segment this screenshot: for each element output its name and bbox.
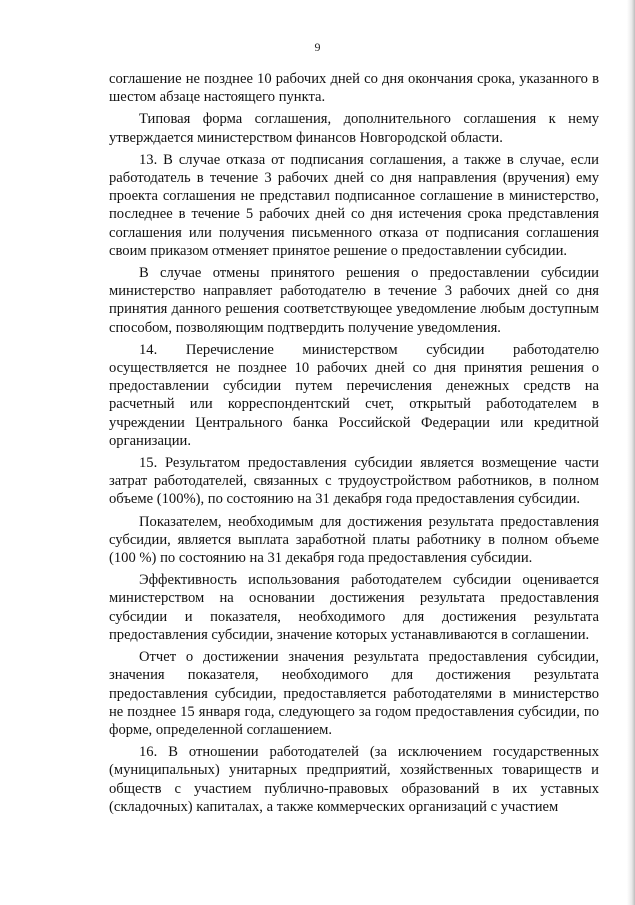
paragraph-item-13: 13. В случае отказа от подписания соглашения, а также в случае, если работодатель в течение 3 рабочих дней со дня направления (вручения) ему проекта соглашения не представил подписанное соглашение в министерство, последнее в течение 5 рабочих дней со дня истечения срока представления соглашения или получения письменного отказа от подписания соглашения своим приказом отменяет принятое решение о предоставлении субсидии.	[109, 151, 599, 259]
paragraph-item-14: 14. Перечисление министерством субсидии работодателю осуществляется не позднее 10 рабочих дней со дня принятия решения о предоставлении субсидии путем перечисления денежных средств на расчетный или корреспондентский счет, открытый работодателем в учреждении Центрального банка Российской Федерации или кредитной организации.	[109, 341, 599, 449]
paragraph-indicator: Показателем, необходимым для достижения результата предоставления субсидии, является выплата заработной платы работнику в полном объеме (100 %) по состоянию на 31 декабря года предоставления субсидии.	[109, 513, 599, 567]
paragraph-report: Отчет о достижении значения результата предоставления субсидии, значения показателя, необходимого для достижения результата предоставления субсидии, предоставляется работодателями в министерство не позднее 15 января года, следующего за годом предоставления субсидии, по форме, определенной соглашением.	[109, 649, 599, 738]
paragraph-typical-form: Типовая форма соглашения, дополнительного соглашения к нему утверждается министерством финансов Новгородской области.	[109, 111, 599, 146]
paragraph-item-15: 15. Результатом предоставления субсидии является возмещение части затрат работодателей, связанных с трудоустройством работников, в полном объеме (100%), по состоянию на 31 декабря года предоставления субсидии.	[109, 455, 599, 508]
paragraph-continuation: соглашение не позднее 10 рабочих дней со дня окончания срока, указанного в шестом абзаце настоящего пункта.	[109, 71, 599, 106]
paragraph-cancellation-notice: В случае отмены принятого решения о предоставлении субсидии министерство направляет работодателю в течение 3 рабочих дней со дня принятия данного решения соответствующее уведомление любым доступным способом, позволяющим подтвердить получение уведомления.	[109, 265, 599, 336]
paragraph-item-16: 16. В отношении работодателей (за исключением государственных (муниципальных) унитарных предприятий, хозяйственных товариществ и обществ с участием публично-правовых образований в их уставных (складочных) капиталах, а также коммерческих организаций с участием	[109, 744, 599, 815]
document-body	[109, 70, 599, 820]
paragraph-efficiency: Эффективность использования работодателем субсидии оценивается министерством на основании достижения результата предоставления субсидии и показателя, необходимого для достижения результата предоставления субсидии, значение которых устанавливаются в соглашении.	[109, 572, 599, 643]
page-number: 9	[314, 40, 321, 54]
scan-edge-shadow	[627, 0, 635, 905]
